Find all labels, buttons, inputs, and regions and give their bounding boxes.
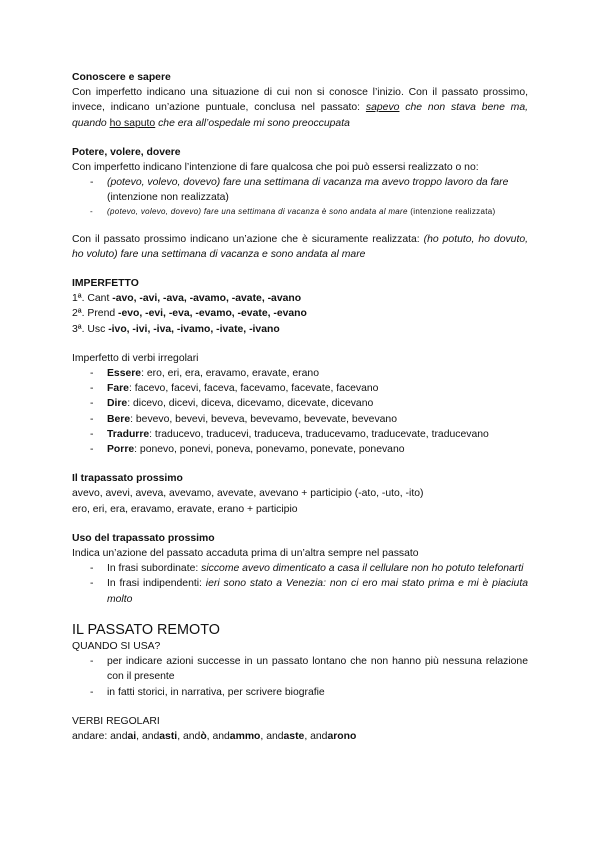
example-text: (potevo, volevo, dovevo) fare una settimana di vacanza è sono andata al mare [107, 206, 408, 216]
endings: -evo, -evi, -eva, -evamo, -evate, -evano [118, 308, 307, 320]
stem: and [310, 730, 328, 742]
verb: Bere [107, 413, 131, 425]
example-text: che non stava bene ma, quando [72, 102, 529, 129]
list-item [72, 427, 528, 442]
forms: : bevevo, bevevi, beveva, bevevamo, bevevate, bevevano [130, 413, 397, 425]
ending: ai [127, 730, 137, 742]
endings: -ivo, -ivi, -iva, -ivamo, -ivate, -ivano [108, 323, 280, 335]
heading-conoscere-sapere: Conoscere e sapere [72, 72, 171, 83]
list-item [72, 576, 528, 606]
verb-stem: 3ª. Usc [72, 323, 109, 335]
list-item [72, 412, 528, 427]
verb: Fare [107, 383, 129, 395]
trapassato-line: ero, eri, era, eravamo, eravate, erano + participio [72, 503, 298, 515]
forms: : ponevo, ponevi, poneva, ponevamo, ponevate, ponevano [134, 444, 405, 456]
stem: and [141, 730, 160, 742]
endings: -avo, -avi, -ava, -avamo, -avate, -avano [112, 293, 302, 305]
paragraph-passato-prossimo [72, 232, 528, 262]
list-item [72, 396, 528, 411]
list-item [72, 175, 528, 205]
ending: aste [283, 730, 305, 742]
bullet-list [72, 366, 528, 457]
verb: Porre [107, 444, 135, 456]
list-item [72, 381, 528, 396]
forms: : dicevo, dicevi, diceva, dicevamo, dicevate, dicevano [127, 398, 374, 410]
example-text: (ho potuto, ho dovuto, ho voluto) fare una settimana di vacanza e sono andata al mare [72, 233, 528, 260]
heading-trapassato: Il trapassato prossimo [72, 473, 183, 485]
heading-uso-trapassato: Uso del trapassato prossimo [72, 532, 215, 544]
separator: , [136, 730, 142, 742]
text: Con il passato prossimo indicano un’azione che è sicuramente realizzata: [72, 233, 424, 245]
forms: : facevo, facevi, faceva, facevamo, facevate, facevano [128, 383, 379, 395]
list-item [72, 206, 528, 218]
example-underlined: ho saputo [109, 117, 156, 129]
example-text: siccome avevo dimenticato a casa il cellulare non ho potuto telefonarti [201, 563, 524, 575]
paragraph-intro: Con imperfetto indicano l’intenzione di fare qualcosa che poi può essersi realizzato o no: [72, 162, 479, 174]
heading-passato-remoto: IL PASSATO REMOTO [72, 621, 220, 638]
regular-verb-line [72, 729, 528, 744]
example-text: ieri sono stato a Venezia: non ci ero mai stato prima e mi è piaciuta molto [107, 578, 528, 605]
list-item [72, 561, 528, 576]
separator: , [304, 730, 311, 742]
list-item: - in fatti storici, in narrativa, per scrivere biografie [72, 685, 528, 700]
document-content [72, 70, 528, 744]
conjugation-row [72, 306, 528, 321]
conjugation-row [72, 322, 528, 337]
bullet-list [72, 175, 528, 217]
list-item [72, 442, 528, 457]
conjugation-row [72, 291, 528, 306]
ending: ò [200, 730, 207, 742]
subheading-quando: QUANDO SI USA? [72, 640, 161, 652]
example-text: (potevo, volevo, dovevo) fare una settimana di vacanza ma avevo troppo lavoro da fare [107, 177, 509, 189]
example-underlined: sapevo [365, 102, 400, 114]
verb: Essere [107, 368, 142, 380]
text: Con imperfetto indicano una situazione di cui non si conosce l’inizio. Con il passato prossimo, invece, indicano un’azione puntuale, conclusa nel passato: [72, 87, 528, 114]
text: In frasi subordinate: [107, 563, 202, 575]
separator: , [206, 730, 213, 742]
trapassato-line: avevo, avevi, aveva, avevamo, avevate, avevano + participio (-ato, -uto, -ito) [72, 488, 424, 500]
note-text: (intenzione realizzata) [407, 206, 496, 216]
ending: asti [159, 730, 178, 742]
stem: and [266, 730, 284, 742]
verb: Dire [107, 398, 128, 410]
forms: : traducevo, traducevi, traduceva, traducevamo, traducevate, traducevano [149, 428, 489, 440]
list-item [72, 366, 528, 381]
forms: : ero, eri, era, eravamo, eravate, erano [141, 368, 319, 380]
bullet-list [72, 561, 528, 607]
list-item: - per indicare azioni successe in un passato lontano che non hanno più nessuna relazione con il presente [72, 654, 528, 684]
example-text: che era all’ospedale mi sono preoccupata [155, 117, 350, 129]
ending: arono [327, 730, 357, 742]
separator: , [260, 730, 267, 742]
heading-imperfetto: IMPERFETTO [72, 278, 139, 290]
separator: , [177, 730, 183, 742]
stem: and [110, 730, 128, 742]
stem: and [212, 730, 230, 742]
stem: and [182, 730, 201, 742]
note-text: (intenzione non realizzata) [107, 192, 229, 204]
verb-stem: 1ª. Cant [72, 293, 113, 305]
heading-verbi-irregolari: Imperfetto di verbi irregolari [72, 352, 199, 364]
verb: Tradurre [107, 428, 150, 440]
heading-verbi-regolari: VERBI REGOLARI [72, 715, 160, 727]
verb-label: andare: [72, 730, 111, 742]
paragraph-conoscere-sapere [72, 85, 528, 131]
text: In frasi indipendenti: [107, 578, 206, 590]
bullet-list [72, 654, 528, 700]
paragraph-intro: Indica un’azione del passato accaduta prima di un’altra sempre nel passato [72, 548, 419, 560]
ending: ammo [229, 730, 261, 742]
verb-stem: 2ª. Prend [72, 308, 119, 320]
heading-potere-volere-dovere: Potere, volere, dovere [72, 146, 181, 158]
